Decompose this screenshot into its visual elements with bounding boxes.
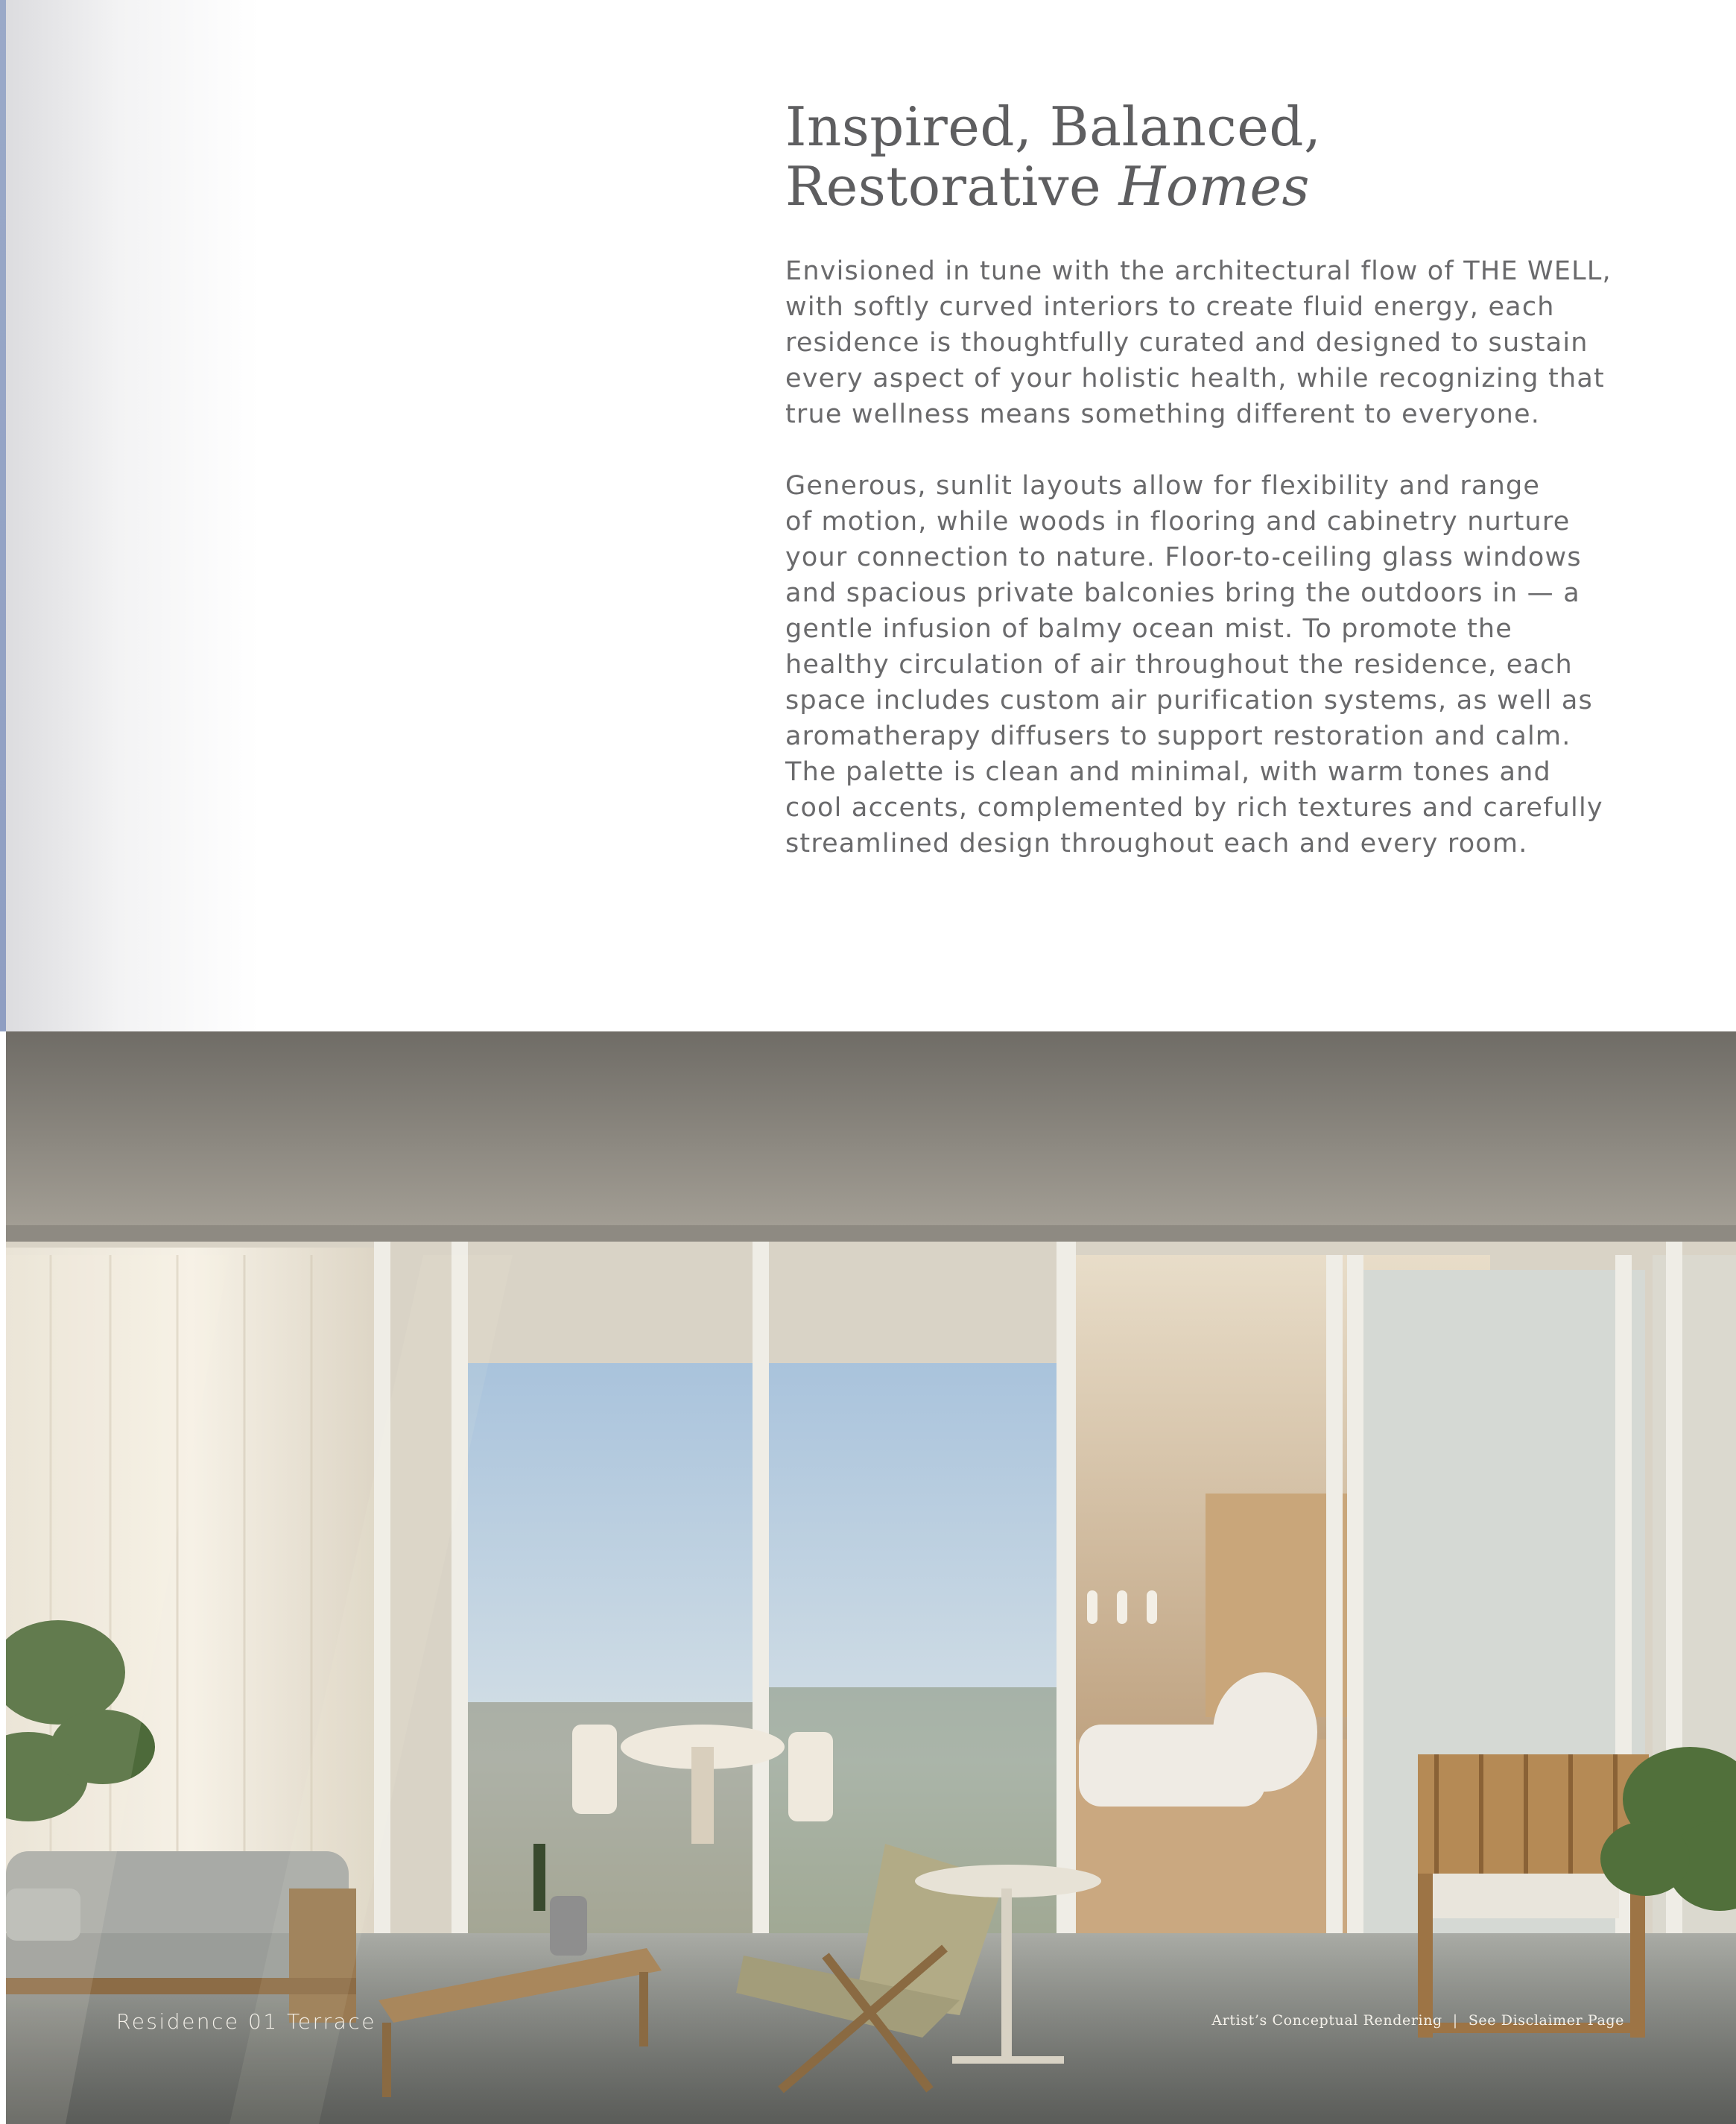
mullion <box>1326 1255 1343 1941</box>
mullion <box>1347 1255 1363 1941</box>
page-heading <box>785 97 1650 216</box>
heading-line-1: Inspired, Balanced, <box>785 95 1322 158</box>
ceiling-beam <box>6 1225 1736 1242</box>
heading-italic-word: Homes <box>1118 155 1310 218</box>
page-fold-shadow <box>6 0 259 1031</box>
body-paragraph-2: Generous, sunlit layouts allow for flexibility and range of motion, while woods in flooring and cabinetry nurture your connection to nature. Floor-to-ceiling glass windows and spacious private balconies bring the outdoors in — a gentle infusion of balmy ocean mist. To promote the healthy circulation of air throughout the residence, each space includes custom air purification systems, as well as aromatherapy diffusers to support restoration and calm. The palette is clean and minimal, with warm tones and cool accents, complemented by rich textures and carefully streamlined design throughout each and every room. <box>785 471 1603 859</box>
terrace-rendering-image <box>6 1031 1736 2124</box>
terrace-ceiling <box>6 1031 1736 1255</box>
terrace-illustration <box>6 1031 1736 2124</box>
disclaimer-note: See Disclaimer Page <box>1468 2012 1624 2029</box>
intro-text-block <box>785 97 1650 862</box>
body-paragraph-1: Envisioned in tune with the architectural flow of THE WELL, with softly curved interiors to create fluid energy, each residence is thoughtfully curated and designed to sustain every aspect of your holistic health, while recognizing that true wellness means something different to everyone. <box>785 256 1612 429</box>
rendering-credit: Artist’s Conceptual Rendering <box>1211 2012 1442 2029</box>
image-caption: Residence 01 Terrace <box>116 2009 376 2034</box>
mullion <box>753 1242 769 1942</box>
heading-line-2: Restorative <box>785 155 1119 218</box>
image-credit <box>1211 2012 1624 2029</box>
page-edge-strip <box>0 0 6 1031</box>
mullion <box>1057 1242 1076 1942</box>
credit-separator: | <box>1452 2012 1458 2029</box>
